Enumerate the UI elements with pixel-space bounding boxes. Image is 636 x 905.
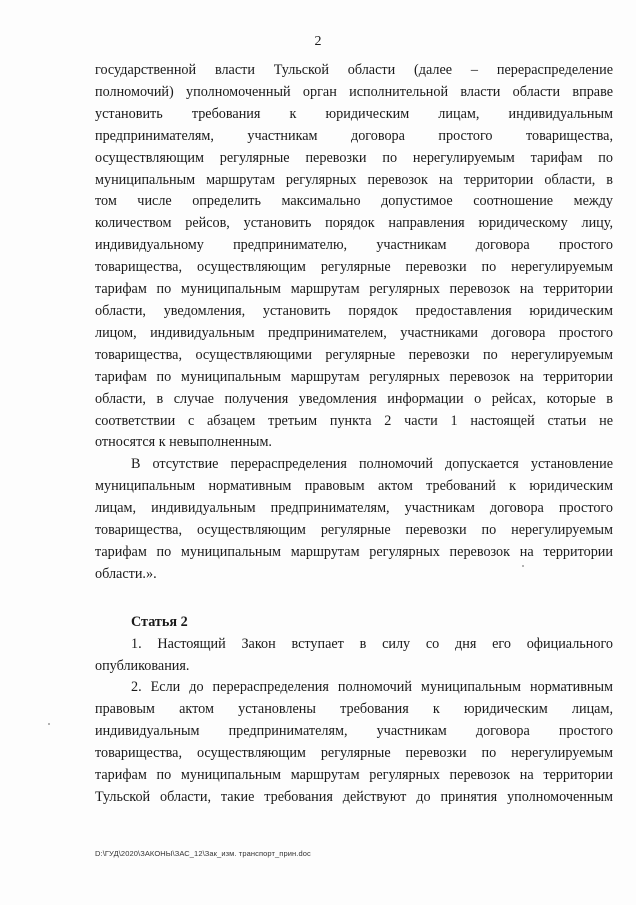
text-line: муниципальным маршрутам регулярных перевозок на территории области, в — [95, 171, 613, 188]
article-item-2 — [95, 677, 613, 808]
text-line: Тульской области, такие требования действуют до принятия уполномоченным — [95, 789, 613, 805]
text-line: тарифам по муниципальным маршрутам регулярных перевозок на территории — [95, 368, 613, 385]
text-line: государственной власти Тульской области (далее – перераспределение — [95, 62, 613, 78]
document-body — [95, 60, 613, 809]
text-line: соответствии с абзацем третьим пункта 2 части 1 настоящей статьи не — [95, 412, 613, 429]
text-line: товарищества, осуществляющим регулярные перевозки по нерегулируемым — [95, 745, 613, 762]
text-line: В отсутствие перераспределения полномочий допускается установление — [131, 456, 613, 473]
text-line: полномочий) уполномоченный орган исполнительной власти области вправе — [95, 83, 613, 100]
article-heading: Статья 2 — [131, 613, 188, 630]
paragraph-continuation — [95, 60, 613, 454]
text-line: области, в случае получения уведомления информации о рейсах, которые в — [95, 390, 613, 407]
text-line: муниципальным нормативным правовым актом требований к юридическим — [95, 478, 613, 495]
text-line: лицам, индивидуальным предпринимателям, участникам договора простого — [95, 500, 613, 517]
text-line: товарищества, осуществляющим регулярные перевозки по нерегулируемым — [95, 522, 613, 539]
text-line: тарифам по муниципальным маршрутам регулярных перевозок на территории — [95, 281, 613, 298]
text-line: осуществляющим регулярные перевозки по нерегулируемым тарифам по — [95, 149, 613, 166]
page-number: 2 — [314, 34, 322, 49]
text-line: правовым актом установлены требования к юридическим лицам, — [95, 701, 613, 718]
text-line: 2. Если до перераспределения полномочий муниципальным нормативным — [131, 679, 613, 696]
text-line: индивидуальному предпринимателю, участникам договора простого — [95, 237, 613, 254]
text-line: предпринимателям, участникам договора простого товарищества, — [95, 127, 613, 144]
text-line: том числе определить максимально допустимое соотношение между — [95, 193, 613, 210]
paragraph-absence-of-redistribution — [95, 454, 613, 585]
text-line: области.». — [95, 565, 157, 582]
text-line: опубликования. — [95, 657, 190, 674]
text-line: тарифам по муниципальным маршрутам регулярных перевозок на территории — [95, 767, 613, 784]
text-line: лицом, индивидуальным предпринимателем, участниками договора простого — [95, 324, 613, 341]
scan-speck — [522, 565, 524, 567]
text-line: области, уведомления, установить порядок предоставления юридическим — [95, 302, 613, 319]
article-item-1 — [95, 634, 613, 678]
text-line: установить требования к юридическим лицам, индивидуальным — [95, 105, 613, 122]
text-line: 1. Настоящий Закон вступает в силу со дня его официального — [131, 635, 613, 652]
text-line: индивидуальным предпринимателям, участникам договора простого — [95, 723, 613, 740]
scan-speck — [48, 723, 50, 725]
text-line: относятся к невыполненным. — [95, 434, 272, 451]
file-path-footer: D:\ГУД\2020\ЗАКОНЫ\ЗАС_12\Зак_изм. транспорт_прин.doc — [95, 849, 311, 858]
text-line: тарифам по муниципальным маршрутам регулярных перевозок на территории — [95, 543, 613, 560]
text-line: товарищества, осуществляющим регулярные перевозки по нерегулируемым — [95, 259, 613, 276]
text-line: товарищества, осуществляющими регулярные перевозки по нерегулируемым — [95, 346, 613, 363]
text-line: количеством рейсов, установить порядок направления юридическому лицу, — [95, 215, 613, 232]
